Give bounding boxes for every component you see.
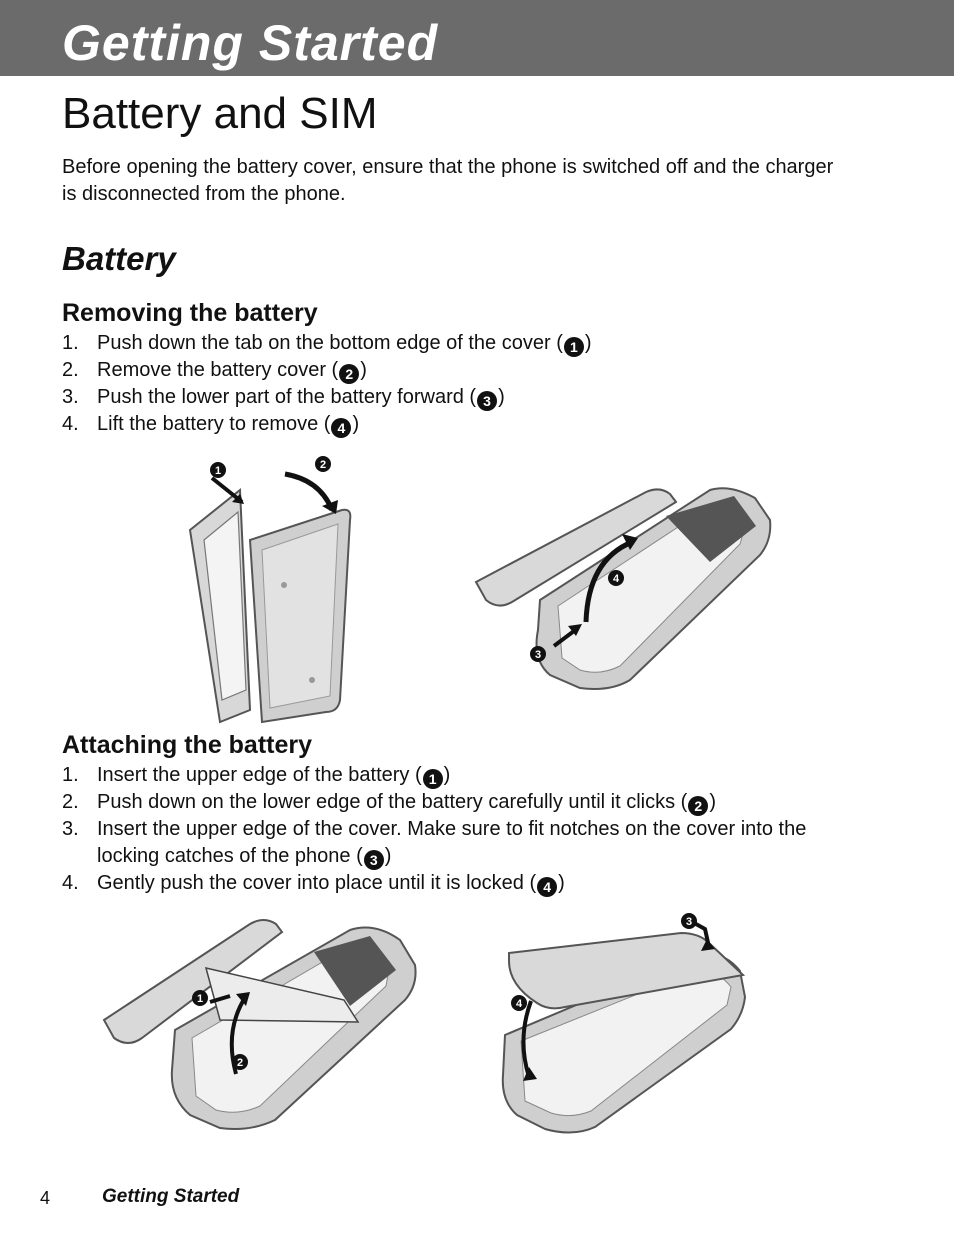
insert-battery-illustration xyxy=(100,910,420,1135)
list-item: 3. Push the lower part of the battery forward ( 3 ) xyxy=(62,386,505,409)
svg-text:2: 2 xyxy=(319,459,327,471)
marker-4-icon: 4 xyxy=(331,418,351,438)
svg-text:1: 1 xyxy=(214,465,222,477)
svg-text:3: 3 xyxy=(685,916,693,928)
list-item: 1. Push down the tab on the bottom edge of the cover ( 1 ) xyxy=(62,332,592,355)
attaching-heading: Attaching the battery xyxy=(62,731,313,759)
footer-title: Getting Started xyxy=(102,1186,240,1207)
header-banner xyxy=(0,0,954,76)
list-item: 1. Insert the upper edge of the battery ( 1 ) xyxy=(62,764,451,787)
marker-1-icon: 1 xyxy=(564,337,584,357)
figure-marker-4-icon xyxy=(511,995,527,1011)
banner-title: Getting Started xyxy=(62,15,439,71)
svg-text:3: 3 xyxy=(534,649,542,661)
figure-marker-2-icon xyxy=(232,1054,248,1070)
intro-paragraph: Before opening the battery cover, ensure that the phone is switched off and the charger is disconnected from the phone. xyxy=(62,156,834,205)
lift-battery-illustration xyxy=(470,480,780,695)
attach-cover-illustration xyxy=(495,905,750,1135)
list-item: 4. Lift the battery to remove ( 4 ) xyxy=(62,413,360,436)
figure-marker-3-icon xyxy=(530,646,546,662)
marker-1-icon: 1 xyxy=(423,769,443,789)
svg-text:4: 4 xyxy=(515,998,523,1010)
figure-marker-3-icon xyxy=(681,913,697,929)
subsection-title: Battery xyxy=(62,240,176,277)
remove-cover-illustration xyxy=(170,450,370,730)
svg-text:1: 1 xyxy=(196,993,204,1005)
list-item: 4. Gently push the cover into place until it is locked ( 4 ) xyxy=(62,871,565,895)
section-title: Battery and SIM xyxy=(62,89,378,138)
figure-marker-1-icon xyxy=(210,462,226,478)
marker-3-icon: 3 xyxy=(364,850,384,870)
list-item: 3. Insert the upper edge of the cover. Make sure to fit notches on the cover into the locking catches of the phone ( 3 ) xyxy=(62,818,807,868)
page-number: 4 xyxy=(40,1188,51,1208)
list-item: 2. Remove the battery cover ( 2 ) xyxy=(62,359,367,382)
figure-marker-4-icon xyxy=(608,570,624,586)
figure-marker-2-icon xyxy=(315,456,331,472)
marker-3-icon: 3 xyxy=(477,391,497,411)
attaching-steps xyxy=(62,762,822,897)
marker-4-icon: 4 xyxy=(537,877,557,897)
svg-text:4: 4 xyxy=(612,573,620,585)
marker-2-icon: 2 xyxy=(339,364,359,384)
removing-steps xyxy=(62,330,822,438)
list-item: 2. Push down on the lower edge of the battery carefully until it clicks ( 2 ) xyxy=(62,791,716,814)
figure-marker-1-icon xyxy=(192,990,208,1006)
svg-text:2: 2 xyxy=(236,1057,244,1069)
marker-2-icon: 2 xyxy=(688,796,708,816)
removing-heading: Removing the battery xyxy=(62,299,318,327)
